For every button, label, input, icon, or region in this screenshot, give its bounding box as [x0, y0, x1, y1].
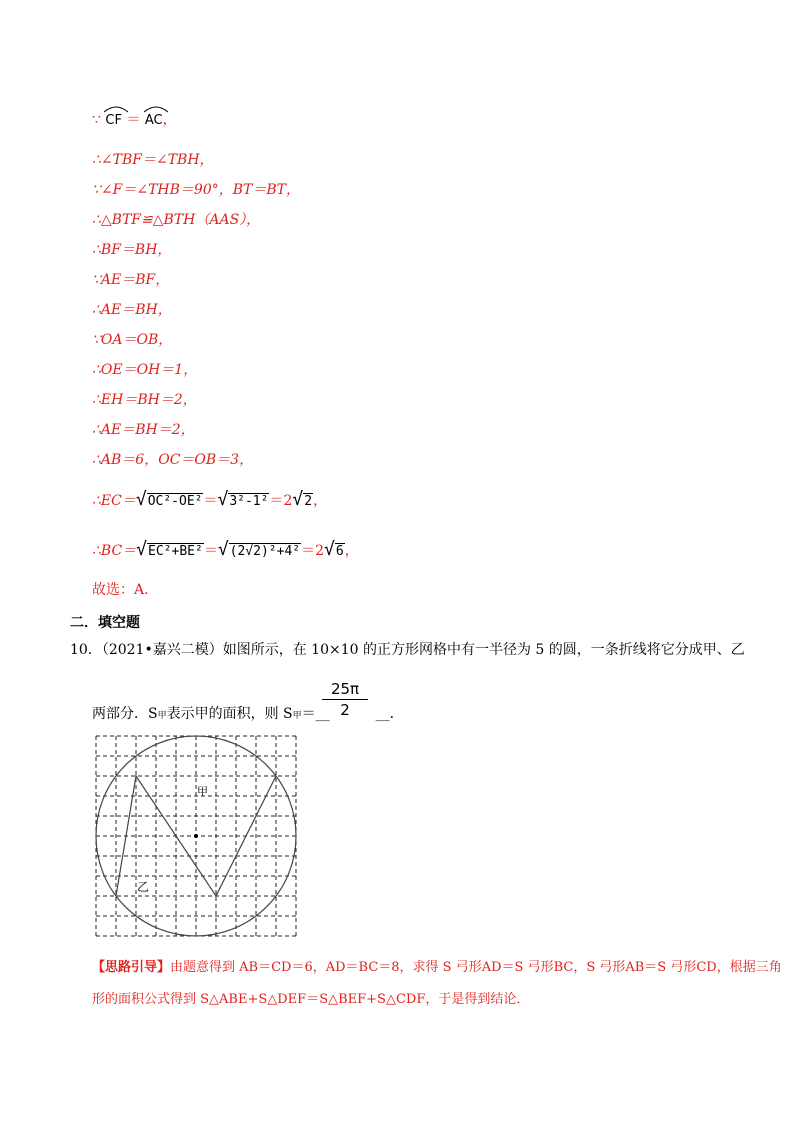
section-title: 二．填空题 — [70, 615, 140, 631]
solution-line-6: ∴AE＝BH， — [92, 302, 172, 318]
grid-figure-svg — [90, 733, 302, 939]
solution-line-9: ∴EH＝BH＝2， — [92, 392, 197, 408]
answer-choice: 故选：A． — [92, 582, 159, 598]
solution-line-8: ∴OE＝OH＝1， — [92, 362, 198, 378]
sqrt-expression: √(2√2)²+4² — [217, 539, 301, 560]
solution-line-arc: ∵ CF ＝ AC， — [92, 110, 177, 131]
question-text-line1: 10．（2021•嘉兴二模）如图所示，在 10×10 的正方形网格中有一半径为 5 的圆，一条折线将它分成甲、乙 — [70, 642, 745, 658]
sqrt-expression: √3²-1² — [217, 489, 269, 510]
sqrt-result: √6 — [324, 539, 344, 560]
answer-fraction: 25π 2 — [322, 680, 368, 719]
fraction-bar — [322, 699, 368, 700]
solution-line-ec: ∴EC＝√OC²-OE²＝√3²-1²＝2√2， — [92, 489, 328, 510]
label-yi: 乙 — [137, 880, 150, 894]
solution-line-1: ∴∠TBF＝∠TBH， — [92, 152, 214, 168]
circle-center — [194, 834, 198, 838]
solution-line-5: ∵AE＝BF， — [92, 272, 170, 288]
solution-line-3: ∴△BTF≌△BTH（AAS）， — [92, 212, 261, 228]
solution-line-2: ∵∠F＝∠THB＝90°，BT＝BT， — [92, 182, 300, 198]
hint-line1: 【思路引导】由题意得到 AB＝CD＝6，AD＝BC＝8，求得 S 弓形AD＝S 弓形BC，S 弓形AB＝S 弓形CD，根据三角 — [92, 960, 782, 975]
hint-tag: 【思路引导】 — [92, 960, 171, 975]
solution-line-11: ∴AB＝6，OC＝OB＝3， — [92, 452, 254, 468]
solution-line-7: ∵OA＝OB， — [92, 332, 173, 348]
arc-mark-icon — [103, 105, 129, 113]
hint-line2: 形的面积公式得到 S△ABE+S△DEF＝S△BEF+S△CDF，于是得到结论． — [92, 992, 530, 1007]
sqrt-expression: √EC²+BE² — [136, 539, 203, 560]
sqrt-expression: √OC²-OE² — [135, 489, 203, 510]
arc-mark-icon — [143, 105, 169, 113]
arc-ac: AC — [145, 111, 163, 131]
solution-line-10: ∴AE＝BH＝2， — [92, 422, 195, 438]
sqrt-result: √2 — [292, 489, 313, 510]
label-jia: 甲 — [197, 785, 208, 798]
solution-line-4: ∴BF＝BH， — [92, 242, 172, 258]
solution-line-bc: ∴BC＝√EC²+BE²＝√(2√2)²+4²＝2√6， — [92, 539, 359, 560]
question-text-line2: 两部分．S甲表示甲的面积，则 S甲＝__ __． — [92, 706, 404, 722]
grid-circle-figure — [90, 733, 302, 943]
arc-cf: CF — [105, 111, 122, 131]
